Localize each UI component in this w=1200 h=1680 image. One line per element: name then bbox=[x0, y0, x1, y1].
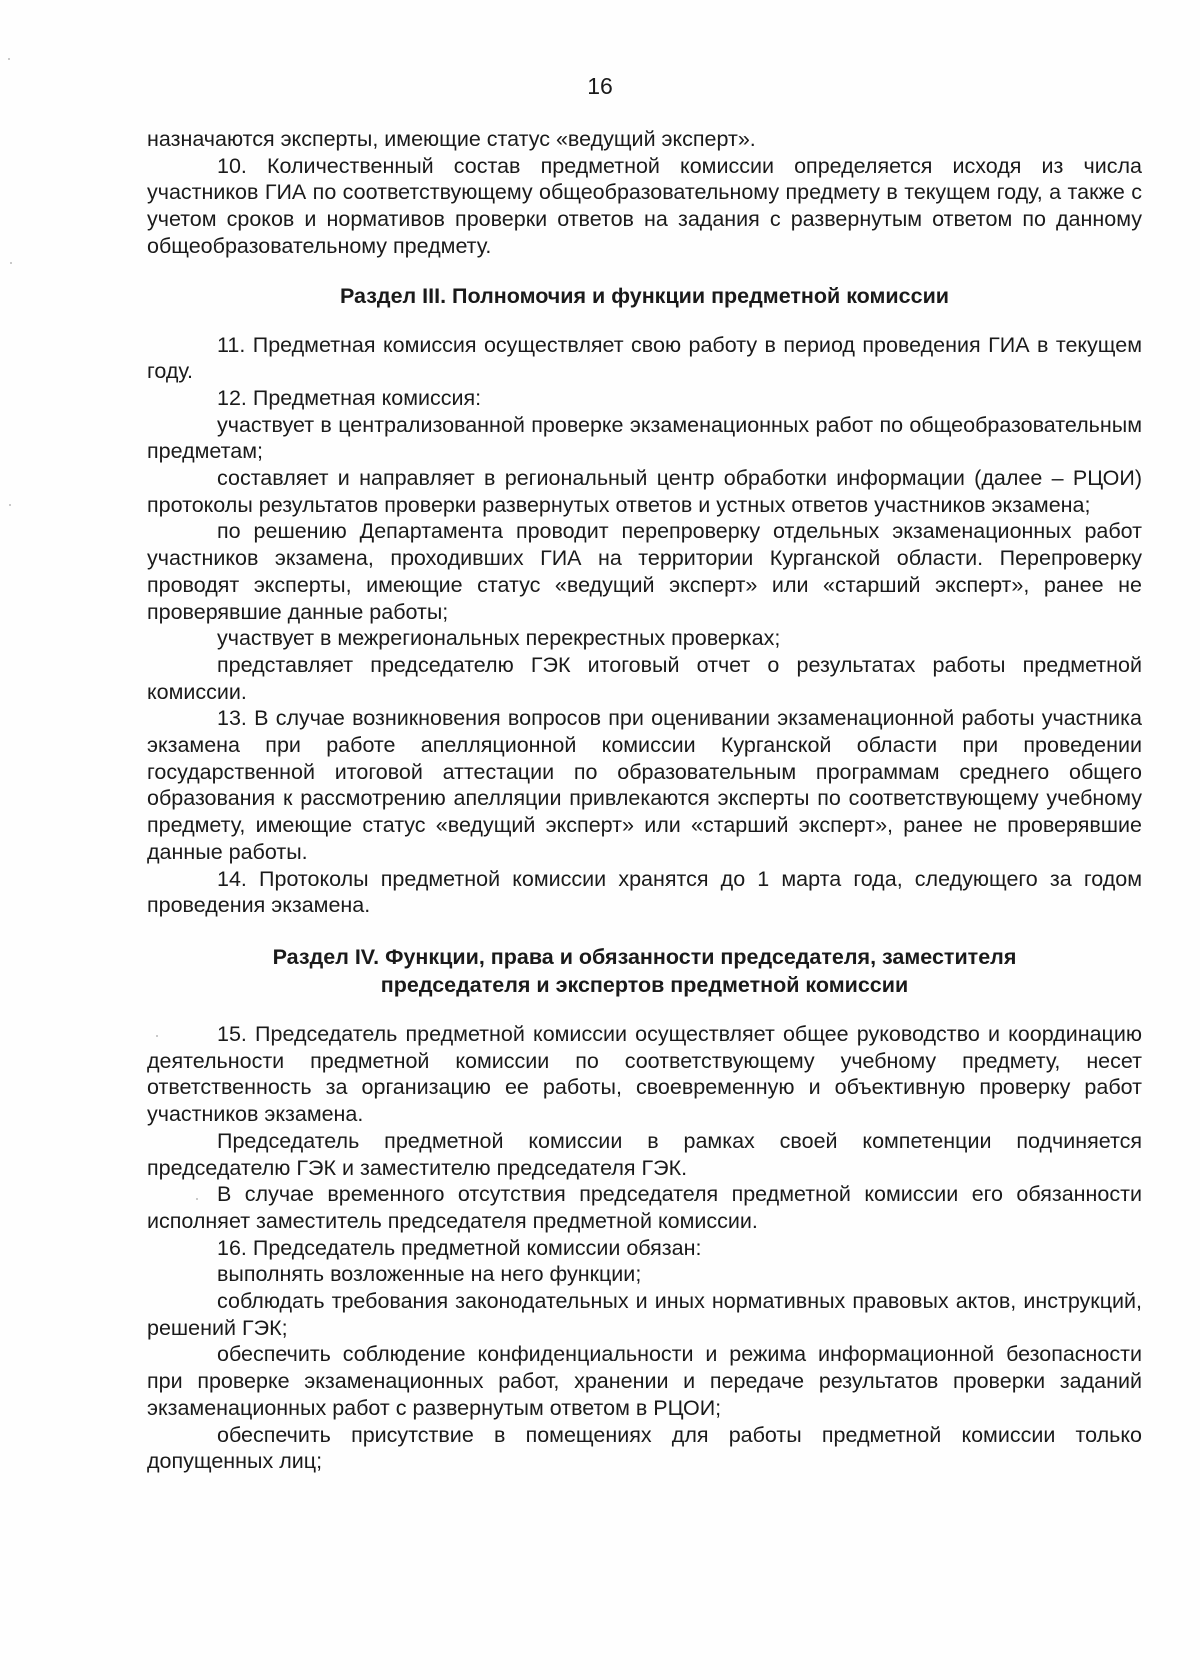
paragraph-continuation: назначаются эксперты, имеющие статус «ведущий эксперт». bbox=[147, 127, 756, 151]
scan-speck bbox=[10, 262, 12, 264]
paragraph-item-16-sub-2: соблюдать требования законодательных и иных нормативных правовых актов, инструкций, решений ГЭК; bbox=[147, 1289, 1142, 1340]
section-4-heading-line-2: председателя и экспертов предметной комиссии bbox=[380, 972, 909, 997]
section-4-heading-line-1: Раздел IV. Функции, права и обязанности председателя, заместителя bbox=[272, 944, 1017, 969]
page-number: 16 bbox=[587, 73, 613, 99]
paragraph-item-15-sub-1: Председатель предметной комиссии в рамках своей компетенции подчиняется председателю ГЭК и заместителю председателя ГЭК. bbox=[147, 1128, 1142, 1180]
paragraph-item-16-sub-3: обеспечить соблюдение конфиденциальности и режима информационной безопасности при проверке экзаменационных работ, хранении и передаче результатов проверки заданий экзаменационных работ с развернутым ответом в РЦОИ; bbox=[147, 1342, 1142, 1420]
paragraph-item-10: 10. Количественный состав предметной комиссии определяется исходя из числа участников ГИА по соответствующему общеобразовательному предмету в текущем году, а также с учетом сроков и нормативов проверки ответов на задания с развернутым ответом по данному общеобразовательному предмету. bbox=[147, 153, 1142, 258]
paragraph-item-16: 16. Председатель предметной комиссии обязан: bbox=[217, 1235, 702, 1260]
paragraph-item-11: 11. Предметная комиссия осуществляет свою работу в период проведения ГИА в текущем году. bbox=[147, 332, 1142, 384]
paragraph-item-12: 12. Предметная комиссия: bbox=[217, 385, 482, 410]
paragraph-item-12-sub-1: участвует в централизованной проверке экзаменационных работ по общеобразовательным предметам; bbox=[147, 412, 1142, 464]
paragraph-item-15-sub-2: В случае временного отсутствия председателя предметной комиссии его обязанности исполняет заместитель председателя предметной комиссии. bbox=[147, 1182, 1142, 1233]
paragraph-item-12-sub-5: представляет председателю ГЭК итоговый отчет о результатах работы предметной комиссии. bbox=[147, 652, 1142, 704]
section-4-heading bbox=[147, 943, 1142, 999]
paragraph-item-12-sub-2: составляет и направляет в региональный центр обработки информации (далее – РЦОИ) протоколы результатов проверки развернутых ответов и устных ответов участников экзамена; bbox=[147, 466, 1142, 517]
paragraph-item-16-sub-4: обеспечить присутствие в помещениях для работы предметной комиссии только допущенных лиц; bbox=[147, 1422, 1142, 1474]
paragraph-item-12-sub-3: по решению Департамента проводит перепроверку отдельных экзаменационных работ участников экзамена, проходивших ГИА на территории Курганской области. Перепроверку проводят эксперты, имеющие статус «ведущий эксперт» или «старший эксперт», ранее не проверявшие данные работы; bbox=[147, 519, 1142, 624]
document-body bbox=[147, 126, 1142, 1475]
scan-speck bbox=[8, 58, 10, 60]
paragraph-item-16-sub-1: выполнять возложенные на него функции; bbox=[217, 1262, 642, 1287]
paragraph-item-13: 13. В случае возникновения вопросов при оценивании экзаменационной работы участника экзамена при работе апелляционной комиссии Курганской области при проведении государственной итоговой аттестации по образовательным программам среднего общего образования к рассмотрению апелляции привлекаются эксперты по соответствующему учебному предмету, имеющие статус «ведущий эксперт» или «старший эксперт», ранее не проверявшие данные работы. bbox=[147, 706, 1142, 864]
paragraph-item-12-sub-4: участвует в межрегиональных перекрестных проверках; bbox=[217, 626, 781, 651]
paragraph-item-14: 14. Протоколы предметной комиссии хранятся до 1 марта года, следующего за годом проведения экзамена. bbox=[147, 866, 1142, 918]
scan-speck bbox=[9, 504, 11, 506]
section-3-heading: Раздел III. Полномочия и функции предметной комиссии bbox=[339, 283, 950, 308]
paragraph-item-15: 15. Председатель предметной комиссии осуществляет общее руководство и координацию деятельности предметной комиссии по соответствующему учебному предмету, несет ответственность за организацию ее работы, своевременную и объективную проверку работ участников экзамена. bbox=[147, 1021, 1142, 1127]
